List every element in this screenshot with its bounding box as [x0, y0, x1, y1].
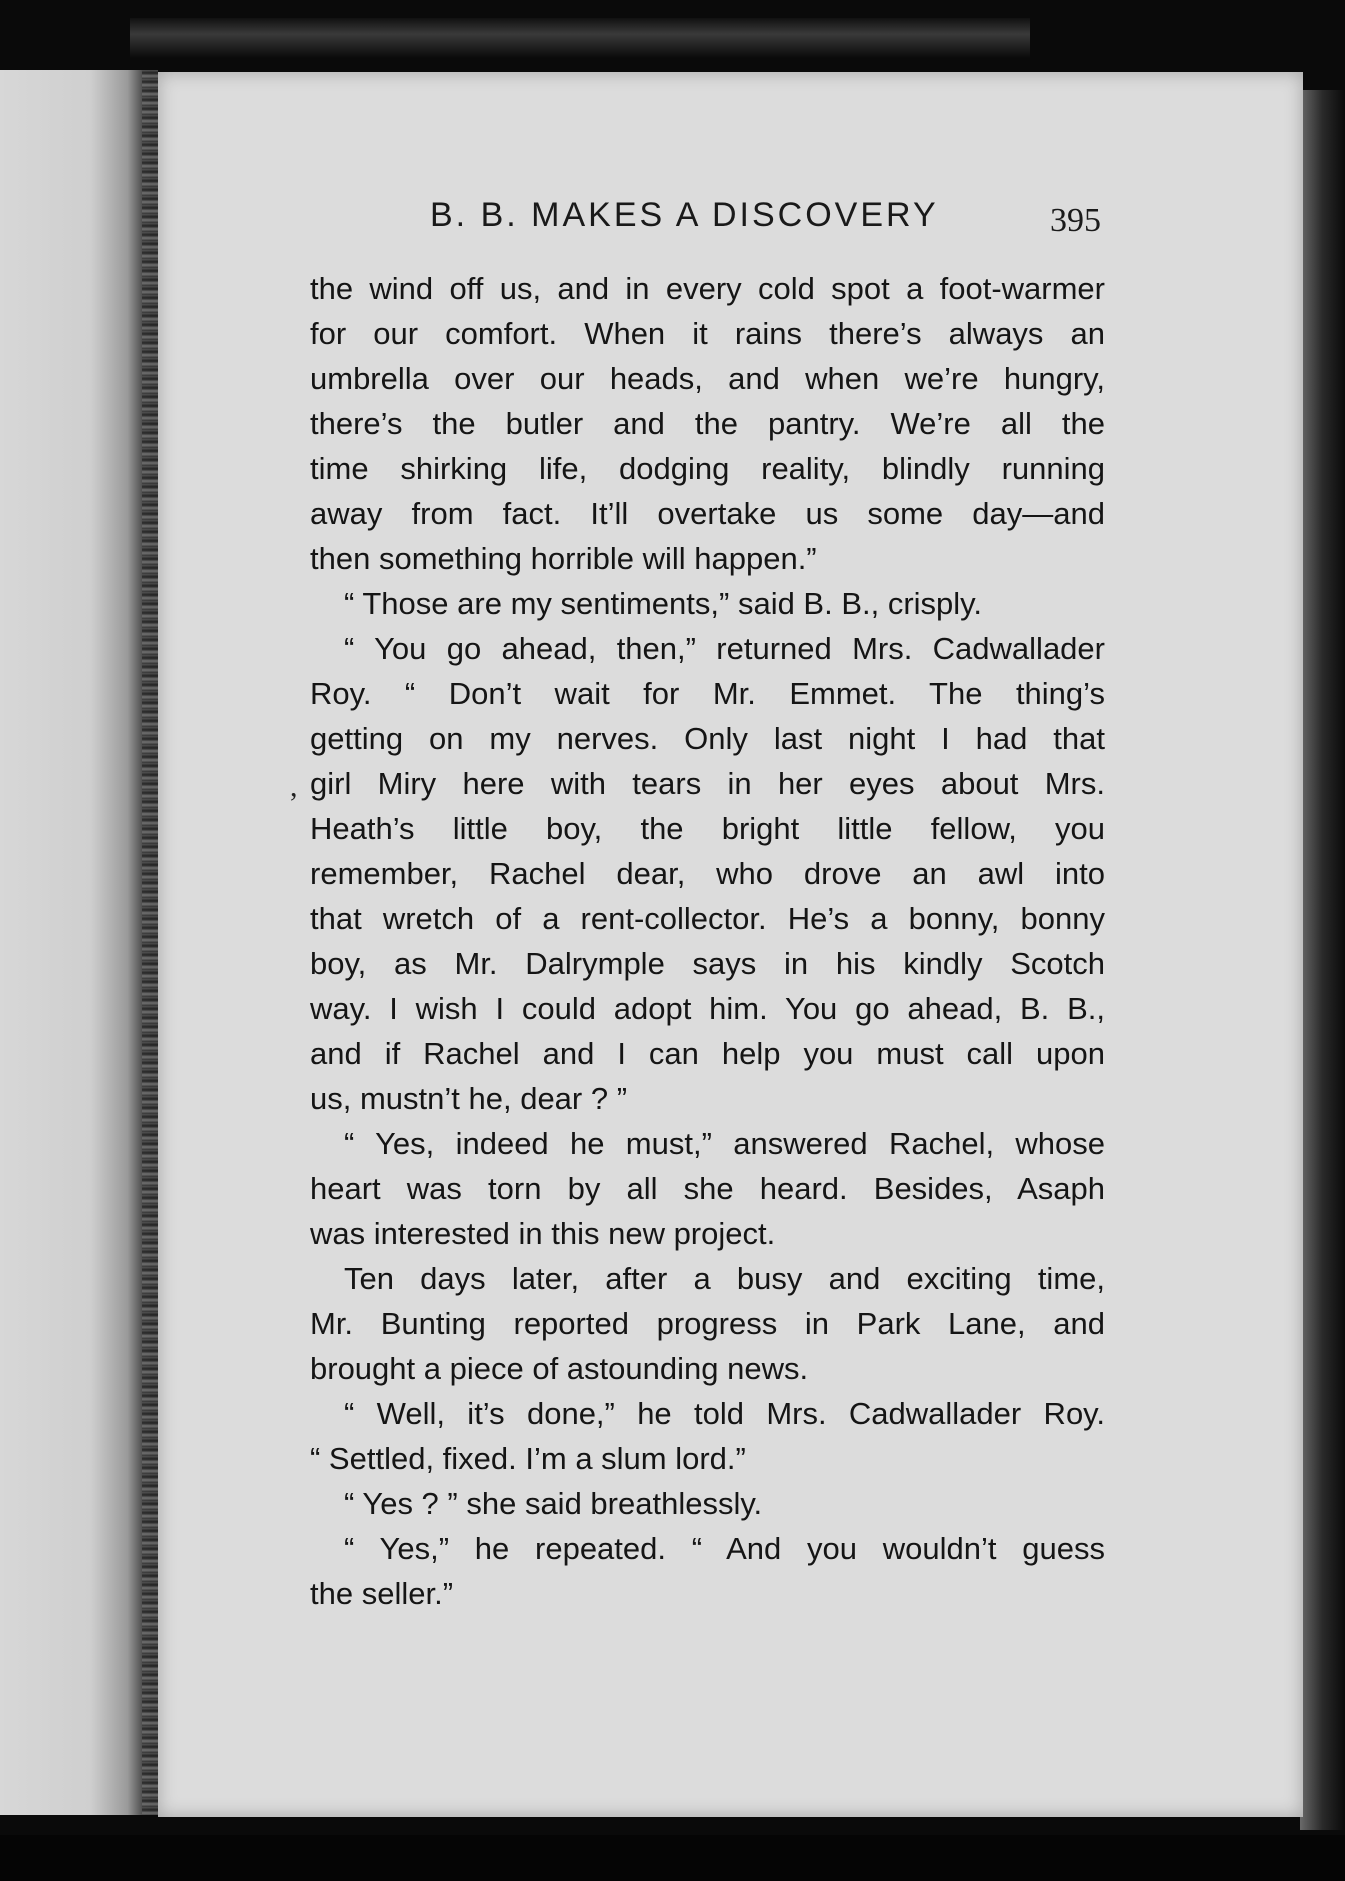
text-line: “ Yes ? ” she said breathlessly.	[344, 1486, 763, 1521]
text-line: getting on my nerves. Only last night I had that	[310, 721, 1105, 756]
running-title: B. B. MAKES A DISCOVERY	[430, 196, 939, 234]
text-line: then something horrible will happen.”	[310, 541, 817, 576]
body-text	[310, 266, 1105, 1616]
text-line: Mr. Bunting reported progress in Park Lane, and	[310, 1306, 1105, 1341]
text-line: the wind off us, and in every cold spot a foot-warmer	[310, 271, 1105, 306]
text-line: Roy. “ Don’t wait for Mr. Emmet. The thing’s	[310, 676, 1105, 711]
text-line: “ Yes,” he repeated. “ And you wouldn’t guess	[344, 1531, 1105, 1566]
text-line: “ Settled, fixed. I’m a slum lord.”	[310, 1441, 746, 1476]
text-line: “ Yes, indeed he must,” answered Rachel, whose	[344, 1126, 1105, 1161]
text-line: Heath’s little boy, the bright little fellow, you	[310, 811, 1105, 846]
text-line: away from fact. It’ll overtake us some day—and	[310, 496, 1105, 531]
text-line: the seller.”	[310, 1576, 454, 1611]
text-line: “ Those are my sentiments,” said B. B., crisply.	[344, 586, 982, 621]
scan-top-band	[130, 18, 1030, 58]
text-line: brought a piece of astounding news.	[310, 1351, 809, 1386]
text-line: us, mustn’t he, dear ? ”	[310, 1081, 628, 1116]
text-line: “ You go ahead, then,” returned Mrs. Cadwallader	[344, 631, 1105, 666]
text-line: was interested in this new project.	[310, 1216, 776, 1251]
text-line: there’s the butler and the pantry. We’re all the	[310, 406, 1105, 441]
text-line: time shirking life, dodging reality, blindly running	[310, 451, 1105, 486]
margin-mark: ,	[290, 770, 298, 803]
text-line: “ Well, it’s done,” he told Mrs. Cadwallader Roy.	[344, 1396, 1105, 1431]
text-line: for our comfort. When it rains there’s always an	[310, 316, 1105, 351]
book-gutter	[0, 70, 150, 1815]
scan-bottom-band	[0, 1835, 1345, 1881]
book-spine-edge	[142, 70, 158, 1815]
text-line: and if Rachel and I can help you must call upon	[310, 1036, 1105, 1071]
text-line: umbrella over our heads, and when we’re hungry,	[310, 361, 1105, 396]
text-line: heart was torn by all she heard. Besides, Asaph	[310, 1171, 1105, 1206]
text-line: boy, as Mr. Dalrymple says in his kindly Scotch	[310, 946, 1105, 981]
text-line: girl Miry here with tears in her eyes about Mrs.	[310, 766, 1105, 801]
text-line: that wretch of a rent-collector. He’s a bonny, bonny	[310, 901, 1105, 936]
text-line: way. I wish I could adopt him. You go ahead, B. B.,	[310, 991, 1105, 1026]
page-number: 395	[1050, 202, 1101, 239]
page-right-edge	[1300, 90, 1345, 1830]
text-line: Ten days later, after a busy and exciting time,	[344, 1261, 1105, 1296]
text-line: remember, Rachel dear, who drove an awl into	[310, 856, 1105, 891]
